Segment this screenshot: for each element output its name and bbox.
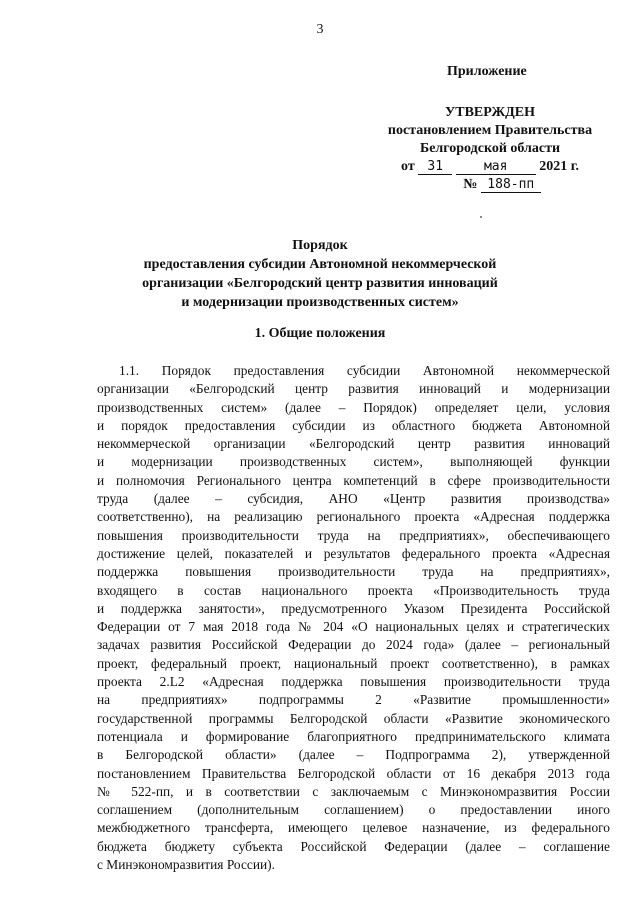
paragraph-line: 1.1. Порядок предоставления субсидии Автономной некоммерческой: [119, 363, 610, 378]
title-line-2: предоставления субсидии Автономной некоммерческой: [143, 257, 497, 272]
paragraph-line: постановлением Правительства Белгородской области от 16 декабря 2013 года: [97, 765, 610, 781]
paragraph-1-1: [97, 362, 610, 874]
paragraph-line: № 522-пп, и в соответствии с заключаемым с Минэкономразвития России: [97, 783, 610, 799]
number-prefix: №: [463, 177, 478, 192]
paragraph-line: проекта 2.L2 «Адресная поддержка повышения производительности труда: [97, 674, 610, 690]
paragraph-line: в Белгородской области» (далее – Подпрограмма 2), утвержденной: [97, 747, 610, 763]
paragraph-line: и порядок предоставления субсидии из областного бюджета Автономной: [97, 417, 610, 433]
approved-heading: УТВЕРЖДЕН: [444, 105, 536, 120]
paragraph-line: соответственно), на реализацию регионального проекта «Адресная поддержка: [97, 509, 610, 525]
scan-speck: [480, 216, 482, 218]
paragraph-line: потенциала и формирование благоприятного предпринимательского климата: [97, 728, 610, 744]
page-number: 3: [316, 22, 324, 37]
paragraph-line: некоммерческой организации «Белгородский центр развития инноваций: [97, 436, 610, 452]
paragraph-line: на предприятиях» подпрограммы 2 «Развитие промышленности»: [97, 692, 610, 708]
paragraph-line: проект, федеральный проект, национальный проект соответственно), в рамках: [97, 655, 610, 671]
paragraph-line: соглашением (дополнительным соглашением) о предоставлении иного: [97, 802, 610, 818]
approval-block: [380, 104, 600, 194]
paragraph-line: повышения производительности труда на предприятиях», обеспечивающего: [97, 527, 610, 543]
approval-line-1: постановлением Правительства: [387, 123, 593, 138]
paragraph-line: поддержка повышения производительности труда на предприятиях»,: [97, 564, 610, 580]
paragraph-line: достижение целей, показателей и результатов федерального проекта «Адресная: [97, 545, 610, 561]
approval-line-2: Белгородской области: [419, 141, 561, 156]
paragraph-line: и модернизации производственных систем», выполняющей функции: [97, 454, 610, 470]
approval-date: [380, 158, 600, 176]
date-month: мая: [456, 159, 536, 175]
document-title: [0, 236, 640, 312]
date-year: 2021 г.: [539, 159, 579, 174]
decree-number: 188-пп: [481, 177, 541, 193]
title-line-1: Порядок: [292, 238, 348, 253]
date-day: 31: [418, 159, 452, 175]
paragraph-line: и полномочия Регионального центра компетенций в сфере производительности: [97, 472, 610, 488]
paragraph-line: с Минэкономразвития России).: [97, 857, 275, 873]
paragraph-line: межбюджетного трансферта, имеющего целевое назначение, из федерального: [97, 820, 610, 836]
title-line-3: организации «Белгородский центр развития инноваций: [142, 276, 498, 291]
paragraph-line: Федерации от 7 мая 2018 года № 204 «О национальных целях и стратегических: [97, 619, 610, 635]
paragraph-line: и поддержка занятости», предусмотренного Указом Президента Российской: [97, 600, 610, 616]
paragraph-line: организации «Белгородский центр развития инноваций и модернизации: [97, 381, 610, 397]
approval-number: [380, 176, 600, 194]
title-line-4: и модернизации производственных систем»: [181, 295, 459, 310]
date-prefix: от: [401, 159, 415, 174]
paragraph-line: труда (далее – субсидия, АНО «Центр развития производства»: [97, 491, 610, 507]
paragraph-line: входящего в состав национального проекта «Производительность труда: [97, 582, 610, 598]
paragraph-line: задачах развития Российской Федерации до 2024 года» (далее – региональный: [97, 637, 610, 653]
paragraph-line: бюджета бюджету субъекта Российской Федерации (далее – соглашение: [97, 838, 610, 854]
paragraph-line: государственной программы Белгородской области «Развитие экономического: [97, 710, 610, 726]
section-heading: 1. Общие положения: [254, 326, 386, 341]
appendix-label: Приложение: [447, 64, 527, 79]
paragraph-line: производственных систем» (далее – Порядок) определяет цели, условия: [97, 399, 610, 415]
